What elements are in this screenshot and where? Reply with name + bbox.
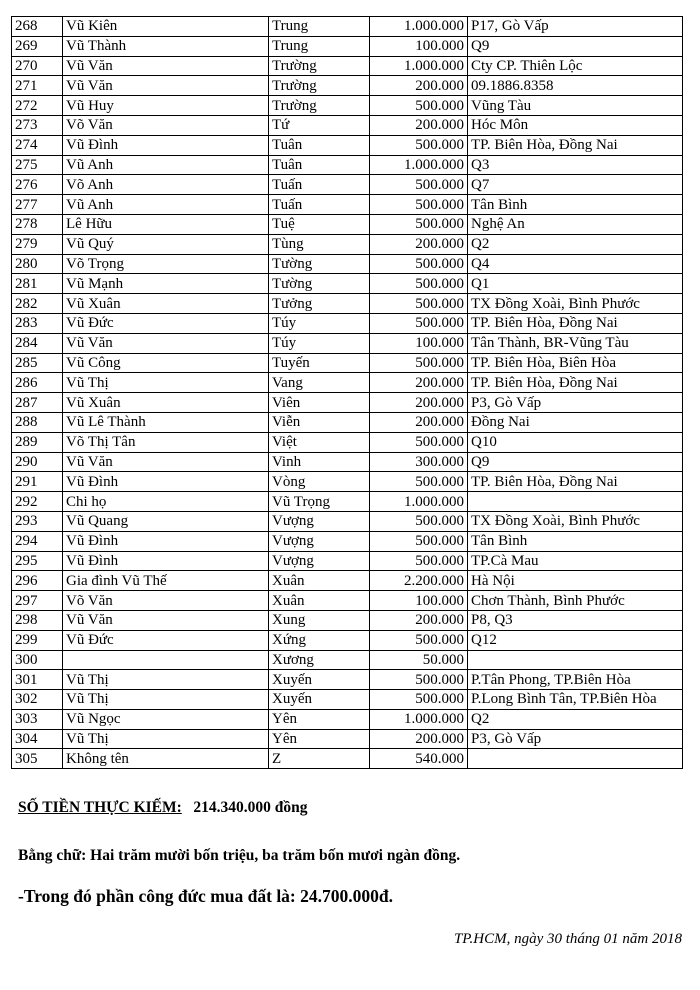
table-row <box>12 313 683 333</box>
donor-family-name: Vũ Văn <box>63 333 269 353</box>
row-number: 286 <box>12 373 63 393</box>
table-row <box>12 234 683 254</box>
donor-family-name: Vũ Văn <box>63 610 269 630</box>
donation-amount: 1.000.000 <box>370 709 468 729</box>
donor-family-name: Vũ Đức <box>63 313 269 333</box>
donor-given-name: Xuyến <box>269 690 370 710</box>
donor-address: Nghệ An <box>468 214 683 234</box>
donation-amount: 1.000.000 <box>370 17 468 37</box>
donor-family-name: Vũ Văn <box>63 76 269 96</box>
donor-family-name: Vũ Thị <box>63 729 269 749</box>
donation-amount: 50.000 <box>370 650 468 670</box>
row-number: 278 <box>12 214 63 234</box>
donor-given-name: Viễn <box>269 412 370 432</box>
table-row <box>12 373 683 393</box>
donor-given-name: Túy <box>269 313 370 333</box>
donor-family-name: Vũ Ngọc <box>63 709 269 729</box>
row-number: 294 <box>12 531 63 551</box>
row-number: 304 <box>12 729 63 749</box>
row-number: 270 <box>12 56 63 76</box>
donor-family-name: Vũ Huy <box>63 96 269 116</box>
donor-address: TP. Biên Hòa, Đồng Nai <box>468 472 683 492</box>
donor-given-name: Tường <box>269 254 370 274</box>
donor-given-name: Vòng <box>269 472 370 492</box>
table-row <box>12 690 683 710</box>
table-row <box>12 630 683 650</box>
donor-address <box>468 492 683 512</box>
row-number: 298 <box>12 610 63 630</box>
donor-given-name: Tuấn <box>269 175 370 195</box>
row-number: 280 <box>12 254 63 274</box>
donor-address: Tân Bình <box>468 195 683 215</box>
row-number: 290 <box>12 452 63 472</box>
row-number: 284 <box>12 333 63 353</box>
donor-given-name: Vang <box>269 373 370 393</box>
row-number: 296 <box>12 571 63 591</box>
row-number: 297 <box>12 591 63 611</box>
donation-amount: 500.000 <box>370 690 468 710</box>
row-number: 295 <box>12 551 63 571</box>
donor-family-name: Võ Văn <box>63 591 269 611</box>
donor-given-name: Viên <box>269 393 370 413</box>
donor-address: Hà Nội <box>468 571 683 591</box>
donor-family-name: Võ Trọng <box>63 254 269 274</box>
row-number: 293 <box>12 511 63 531</box>
donor-address: Cty CP. Thiên Lộc <box>468 56 683 76</box>
donor-given-name: Xuyến <box>269 670 370 690</box>
donor-given-name: Tuyến <box>269 353 370 373</box>
donation-amount: 500.000 <box>370 195 468 215</box>
table-row <box>12 155 683 175</box>
row-number: 283 <box>12 313 63 333</box>
donation-amount: 1.000.000 <box>370 56 468 76</box>
row-number: 287 <box>12 393 63 413</box>
donation-amount: 500.000 <box>370 175 468 195</box>
donor-address: Q3 <box>468 155 683 175</box>
donor-family-name: Vũ Anh <box>63 155 269 175</box>
donor-address: P3, Gò Vấp <box>468 393 683 413</box>
row-number: 291 <box>12 472 63 492</box>
donor-family-name: Chi họ <box>63 492 269 512</box>
donor-given-name: Tùng <box>269 234 370 254</box>
donor-address: TX Đồng Xoài, Bình Phước <box>468 511 683 531</box>
table-row <box>12 650 683 670</box>
donation-amount: 200.000 <box>370 234 468 254</box>
donor-address: Q1 <box>468 274 683 294</box>
donor-given-name: Trường <box>269 96 370 116</box>
donor-family-name: Vũ Đình <box>63 472 269 492</box>
table-row <box>12 56 683 76</box>
donor-address <box>468 749 683 769</box>
donor-given-name: Vinh <box>269 452 370 472</box>
table-row <box>12 274 683 294</box>
donor-given-name: Tuân <box>269 135 370 155</box>
table-row <box>12 96 683 116</box>
donation-amount: 1.000.000 <box>370 155 468 175</box>
donor-given-name: Tưởng <box>269 294 370 314</box>
donor-given-name: Tường <box>269 274 370 294</box>
donor-address: Q9 <box>468 452 683 472</box>
table-row <box>12 393 683 413</box>
table-row <box>12 452 683 472</box>
donor-family-name: Vũ Văn <box>63 452 269 472</box>
donor-address: TP. Biên Hòa, Đồng Nai <box>468 373 683 393</box>
donation-amount: 1.000.000 <box>370 492 468 512</box>
table-row <box>12 412 683 432</box>
donation-amount: 540.000 <box>370 749 468 769</box>
table-row <box>12 76 683 96</box>
table-row <box>12 531 683 551</box>
donor-given-name: Trường <box>269 56 370 76</box>
donor-family-name: Vũ Kiên <box>63 17 269 37</box>
donation-amount: 200.000 <box>370 412 468 432</box>
donor-family-name: Võ Văn <box>63 115 269 135</box>
donor-family-name: Vũ Đình <box>63 531 269 551</box>
row-number: 288 <box>12 412 63 432</box>
table-row <box>12 492 683 512</box>
donor-address: 09.1886.8358 <box>468 76 683 96</box>
donor-family-name: Vũ Quý <box>63 234 269 254</box>
donor-address: Tân Thành, BR-Vũng Tàu <box>468 333 683 353</box>
row-number: 274 <box>12 135 63 155</box>
donation-amount: 500.000 <box>370 135 468 155</box>
table-row <box>12 571 683 591</box>
donor-address: P8, Q3 <box>468 610 683 630</box>
donation-amount: 500.000 <box>370 294 468 314</box>
table-row <box>12 214 683 234</box>
row-number: 300 <box>12 650 63 670</box>
table-row <box>12 432 683 452</box>
land-purchase-line: -Trong đó phần công đức mua đất là: 24.700.000đ. <box>18 886 393 906</box>
row-number: 289 <box>12 432 63 452</box>
donor-given-name: Yên <box>269 729 370 749</box>
donor-family-name: Vũ Công <box>63 353 269 373</box>
donor-family-name: Vũ Mạnh <box>63 274 269 294</box>
donation-amount: 100.000 <box>370 36 468 56</box>
donor-address: TP. Biên Hòa, Đồng Nai <box>468 313 683 333</box>
donor-family-name: Vũ Thị <box>63 670 269 690</box>
donation-amount: 200.000 <box>370 115 468 135</box>
donation-amount: 200.000 <box>370 729 468 749</box>
donor-given-name: Vượng <box>269 531 370 551</box>
row-number: 269 <box>12 36 63 56</box>
donor-address: P3, Gò Vấp <box>468 729 683 749</box>
row-number: 275 <box>12 155 63 175</box>
row-number: 277 <box>12 195 63 215</box>
donor-address: P17, Gò Vấp <box>468 17 683 37</box>
table-row <box>12 551 683 571</box>
table-row <box>12 294 683 314</box>
donor-given-name: Trung <box>269 36 370 56</box>
donor-given-name: Yên <box>269 709 370 729</box>
donation-amount: 500.000 <box>370 96 468 116</box>
table-row <box>12 511 683 531</box>
row-number: 305 <box>12 749 63 769</box>
table-row <box>12 175 683 195</box>
donor-family-name: Vũ Lê Thành <box>63 412 269 432</box>
table-row <box>12 36 683 56</box>
donor-address: Tân Bình <box>468 531 683 551</box>
donor-family-name: Võ Anh <box>63 175 269 195</box>
donor-family-name: Võ Thị Tân <box>63 432 269 452</box>
table-row <box>12 749 683 769</box>
donation-amount: 500.000 <box>370 313 468 333</box>
row-number: 301 <box>12 670 63 690</box>
donation-amount: 500.000 <box>370 274 468 294</box>
donation-amount: 200.000 <box>370 393 468 413</box>
donation-amount: 200.000 <box>370 76 468 96</box>
table-row <box>12 591 683 611</box>
donor-address: Đồng Nai <box>468 412 683 432</box>
donor-given-name: Túy <box>269 333 370 353</box>
donor-address: Q9 <box>468 36 683 56</box>
donation-amount: 500.000 <box>370 214 468 234</box>
donor-given-name: Vượng <box>269 551 370 571</box>
donor-given-name: Tuấn <box>269 195 370 215</box>
donor-family-name: Vũ Đình <box>63 551 269 571</box>
donor-family-name: Vũ Thị <box>63 690 269 710</box>
donation-amount: 300.000 <box>370 452 468 472</box>
donor-given-name: Tứ <box>269 115 370 135</box>
table-row <box>12 670 683 690</box>
table-row <box>12 135 683 155</box>
row-number: 273 <box>12 115 63 135</box>
donor-family-name <box>63 650 269 670</box>
table-row <box>12 333 683 353</box>
donor-given-name: Xuân <box>269 571 370 591</box>
table-row <box>12 17 683 37</box>
donor-given-name: Xung <box>269 610 370 630</box>
row-number: 299 <box>12 630 63 650</box>
table-row <box>12 709 683 729</box>
donor-given-name: Tuệ <box>269 214 370 234</box>
donor-address: Hóc Môn <box>468 115 683 135</box>
row-number: 272 <box>12 96 63 116</box>
table-row <box>12 472 683 492</box>
donor-table <box>11 16 683 769</box>
donor-family-name: Vũ Xuân <box>63 294 269 314</box>
donation-amount: 500.000 <box>370 353 468 373</box>
donor-address: Vũng Tàu <box>468 96 683 116</box>
donor-address: Q10 <box>468 432 683 452</box>
row-number: 302 <box>12 690 63 710</box>
donor-family-name: Vũ Anh <box>63 195 269 215</box>
row-number: 282 <box>12 294 63 314</box>
donor-given-name: Xương <box>269 650 370 670</box>
donor-address: Q7 <box>468 175 683 195</box>
donor-given-name: Vũ Trọng <box>269 492 370 512</box>
donation-amount: 500.000 <box>370 511 468 531</box>
donor-family-name: Vũ Thành <box>63 36 269 56</box>
donation-amount: 200.000 <box>370 610 468 630</box>
donation-amount: 500.000 <box>370 551 468 571</box>
donor-address <box>468 650 683 670</box>
row-number: 292 <box>12 492 63 512</box>
donation-amount: 500.000 <box>370 432 468 452</box>
row-number: 271 <box>12 76 63 96</box>
table-row <box>12 115 683 135</box>
table-row <box>12 610 683 630</box>
table-row <box>12 729 683 749</box>
total-value: 214.340.000 đồng <box>193 799 308 816</box>
donor-family-name: Gia đình Vũ Thế <box>63 571 269 591</box>
row-number: 268 <box>12 17 63 37</box>
donor-given-name: Việt <box>269 432 370 452</box>
donor-given-name: Z <box>269 749 370 769</box>
donor-address: Q2 <box>468 709 683 729</box>
donation-amount: 500.000 <box>370 472 468 492</box>
donor-address: TP. Biên Hòa, Đồng Nai <box>468 135 683 155</box>
total-line <box>18 799 308 817</box>
donation-amount: 100.000 <box>370 591 468 611</box>
donor-address: Q4 <box>468 254 683 274</box>
amount-in-words: Bằng chữ: Hai trăm mười bốn triệu, ba trăm bốn mươi ngàn đồng. <box>18 847 461 864</box>
row-number: 279 <box>12 234 63 254</box>
donor-address: TP.Cà Mau <box>468 551 683 571</box>
donor-family-name: Vũ Quang <box>63 511 269 531</box>
donation-amount: 2.200.000 <box>370 571 468 591</box>
donor-table-body <box>12 17 683 769</box>
row-number: 285 <box>12 353 63 373</box>
donor-address: TP. Biên Hòa, Biên Hòa <box>468 353 683 373</box>
table-row <box>12 353 683 373</box>
donor-address: Chơn Thành, Bình Phước <box>468 591 683 611</box>
donor-family-name: Vũ Đức <box>63 630 269 650</box>
donation-amount: 500.000 <box>370 670 468 690</box>
donor-address: Q2 <box>468 234 683 254</box>
row-number: 276 <box>12 175 63 195</box>
donor-address: Q12 <box>468 630 683 650</box>
donation-amount: 100.000 <box>370 333 468 353</box>
donation-amount: 500.000 <box>370 630 468 650</box>
donation-amount: 500.000 <box>370 254 468 274</box>
date-line: TP.HCM, ngày 30 tháng 01 năm 2018 <box>453 931 682 947</box>
donor-address: P.Long Bình Tân, TP.Biên Hòa <box>468 690 683 710</box>
donor-family-name: Không tên <box>63 749 269 769</box>
table-row <box>12 195 683 215</box>
row-number: 303 <box>12 709 63 729</box>
donor-address: TX Đồng Xoài, Bình Phước <box>468 294 683 314</box>
donation-amount: 200.000 <box>370 373 468 393</box>
donor-given-name: Xuân <box>269 591 370 611</box>
donor-given-name: Xứng <box>269 630 370 650</box>
donor-family-name: Vũ Thị <box>63 373 269 393</box>
table-row <box>12 254 683 274</box>
donor-family-name: Vũ Xuân <box>63 393 269 413</box>
donor-given-name: Vượng <box>269 511 370 531</box>
row-number: 281 <box>12 274 63 294</box>
donation-amount: 500.000 <box>370 531 468 551</box>
donor-given-name: Tuân <box>269 155 370 175</box>
donor-family-name: Lê Hữu <box>63 214 269 234</box>
donor-address: P.Tân Phong, TP.Biên Hòa <box>468 670 683 690</box>
total-label: SỐ TIỀN THỰC KIẾM: <box>18 799 182 816</box>
donor-given-name: Trung <box>269 17 370 37</box>
donor-family-name: Vũ Văn <box>63 56 269 76</box>
donor-family-name: Vũ Đình <box>63 135 269 155</box>
donor-given-name: Trường <box>269 76 370 96</box>
